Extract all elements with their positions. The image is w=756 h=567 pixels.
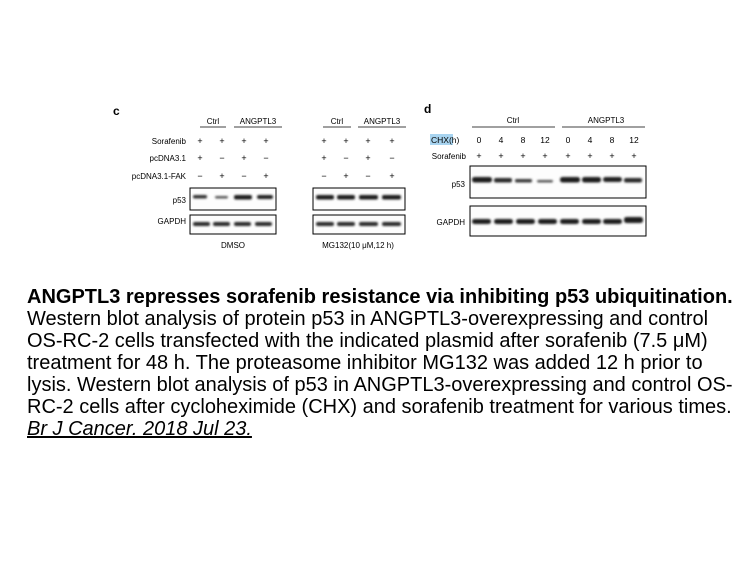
sign-cell: + xyxy=(498,151,504,161)
sign-cell: + xyxy=(321,136,327,146)
panel-d-letter: d xyxy=(424,102,432,116)
p53-band xyxy=(316,195,334,200)
panel-c-dmso-angptl3-header: ANGPTL3 xyxy=(239,117,277,126)
sign-cell: − xyxy=(241,171,247,181)
panel-c-dmso-gapdh-blot xyxy=(190,215,276,234)
sign-cell: + xyxy=(263,171,269,181)
panel-c-dmso-ctrl-header: Ctrl xyxy=(206,117,220,126)
sign-cell: − xyxy=(263,153,269,163)
p53-band xyxy=(234,195,252,200)
p53-band xyxy=(472,177,492,183)
sign-cell: + xyxy=(197,153,203,163)
panel-c-row-label-pcdna-fak: pcDNA3.1-FAK xyxy=(131,172,186,181)
panel-c-mg132-gapdh-blot xyxy=(313,215,405,234)
panel-c-mg132-ctrl-header: Ctrl xyxy=(330,117,344,126)
panel-c-gapdh-label: GAPDH xyxy=(157,217,186,226)
panel-d-angptl3-header: ANGPTL3 xyxy=(587,116,625,125)
p53-band xyxy=(257,195,273,199)
sign-cell: + xyxy=(542,151,548,161)
gapdh-band xyxy=(494,219,513,224)
panel-c-mg132-label: MG132(10 μM,12 h) xyxy=(322,241,394,250)
panel-c-letter: c xyxy=(113,104,120,118)
sign-cell: + xyxy=(365,136,371,146)
sign-cell: + xyxy=(343,136,349,146)
sign-cell: + xyxy=(565,151,571,161)
p53-band xyxy=(337,195,355,200)
p53-band xyxy=(359,195,378,200)
gapdh-band xyxy=(193,222,210,226)
gapdh-band xyxy=(213,222,230,226)
sign-cell: − xyxy=(365,171,371,181)
sign-cell: + xyxy=(263,136,269,146)
time-cell: 12 xyxy=(629,135,639,145)
panel-c-mg132-p53-blot xyxy=(313,188,405,210)
panel-c-mg132-sign-grid xyxy=(321,136,394,181)
p53-band xyxy=(515,179,532,183)
panel-d-ctrl-header: Ctrl xyxy=(506,116,520,125)
time-cell: 8 xyxy=(520,135,526,145)
sign-cell: − xyxy=(389,153,395,163)
time-cell: 12 xyxy=(540,135,550,145)
panel-d-p53-label: p53 xyxy=(451,180,465,189)
sign-cell: − xyxy=(343,153,349,163)
time-cell: 4 xyxy=(587,135,593,145)
p53-band xyxy=(494,178,512,183)
panel-d-p53-blot xyxy=(470,166,646,198)
sign-cell: + xyxy=(241,153,247,163)
sign-cell: − xyxy=(197,171,203,181)
caption-title: ANGPTL3 represses sorafenib resistance via inhibiting p53 ubiquitination. xyxy=(27,286,733,308)
sign-cell: − xyxy=(321,171,327,181)
sign-cell: + xyxy=(241,136,247,146)
sign-cell: + xyxy=(219,171,225,181)
panel-d-time-row xyxy=(477,135,639,145)
sign-cell: + xyxy=(197,136,203,146)
caption-text: Western blot analysis of protein p53 in ANGPTL3-overexpressing and control OS-RC-2 cells transfected with the indicated plasmid after sorafenib (7.5 μM) treatment for 48 h. The proteasome inhibitor MG132 was added 12 h prior to lysis. Western blot analysis of p53 in ANGPTL3-overexpressing and control OS-RC-2 cells after cycloheximide (CHX) and sorafenib treatment for various times. xyxy=(27,308,733,418)
western-blot-figure xyxy=(0,0,756,280)
panel-d-sorafenib-label: Sorafenib xyxy=(431,152,466,161)
p53-band xyxy=(560,177,580,183)
gapdh-band xyxy=(234,222,251,226)
panel-c-row-label-pcdna: pcDNA3.1 xyxy=(149,154,186,163)
p53-band xyxy=(582,177,601,183)
panel-d-gapdh-label: GAPDH xyxy=(436,218,465,227)
gapdh-band xyxy=(359,222,378,226)
sign-cell: + xyxy=(631,151,637,161)
sign-cell: − xyxy=(219,153,225,163)
panel-c-dmso-label: DMSO xyxy=(221,241,245,250)
gapdh-band xyxy=(516,219,535,224)
time-cell: 0 xyxy=(476,135,482,145)
sign-cell: + xyxy=(343,171,349,181)
panel-d-sorafenib-row xyxy=(476,151,636,161)
gapdh-band xyxy=(472,219,491,224)
gapdh-band xyxy=(538,219,557,224)
panel-d-chx-label: CHX(h) xyxy=(431,135,460,145)
gapdh-band xyxy=(337,222,355,226)
p53-band xyxy=(215,196,228,199)
time-cell: 8 xyxy=(609,135,615,145)
p53-band xyxy=(624,178,642,183)
sign-cell: + xyxy=(476,151,482,161)
sign-cell: + xyxy=(321,153,327,163)
panel-c-mg132-angptl3-header: ANGPTL3 xyxy=(363,117,401,126)
panel-c-dmso-p53-blot xyxy=(190,188,276,210)
sign-cell: + xyxy=(219,136,225,146)
sign-cell: + xyxy=(365,153,371,163)
gapdh-band xyxy=(560,219,579,224)
gapdh-band xyxy=(382,222,401,226)
figure-svg xyxy=(0,0,756,280)
sign-cell: + xyxy=(587,151,593,161)
p53-band xyxy=(382,195,401,200)
panel-c-p53-label: p53 xyxy=(172,196,186,205)
gapdh-band xyxy=(316,222,334,226)
sign-cell: + xyxy=(389,136,395,146)
gapdh-band xyxy=(624,217,643,223)
panel-c-dmso-sign-grid xyxy=(197,136,268,181)
sign-cell: + xyxy=(389,171,395,181)
sign-cell: + xyxy=(520,151,526,161)
p53-band xyxy=(193,195,207,199)
time-cell: 4 xyxy=(498,135,504,145)
gapdh-band xyxy=(582,219,601,224)
p53-band xyxy=(537,180,553,183)
panel-d-gapdh-blot xyxy=(470,206,646,236)
caption-body xyxy=(27,308,747,440)
panel-c-row-label-sorafenib: Sorafenib xyxy=(151,137,186,146)
figure-caption xyxy=(27,286,747,440)
citation-link[interactable]: Br J Cancer. 2018 Jul 23. xyxy=(27,418,252,440)
sign-cell: + xyxy=(609,151,615,161)
time-cell: 0 xyxy=(565,135,571,145)
p53-band xyxy=(603,177,622,182)
gapdh-band xyxy=(255,222,272,226)
gapdh-band xyxy=(603,219,622,224)
